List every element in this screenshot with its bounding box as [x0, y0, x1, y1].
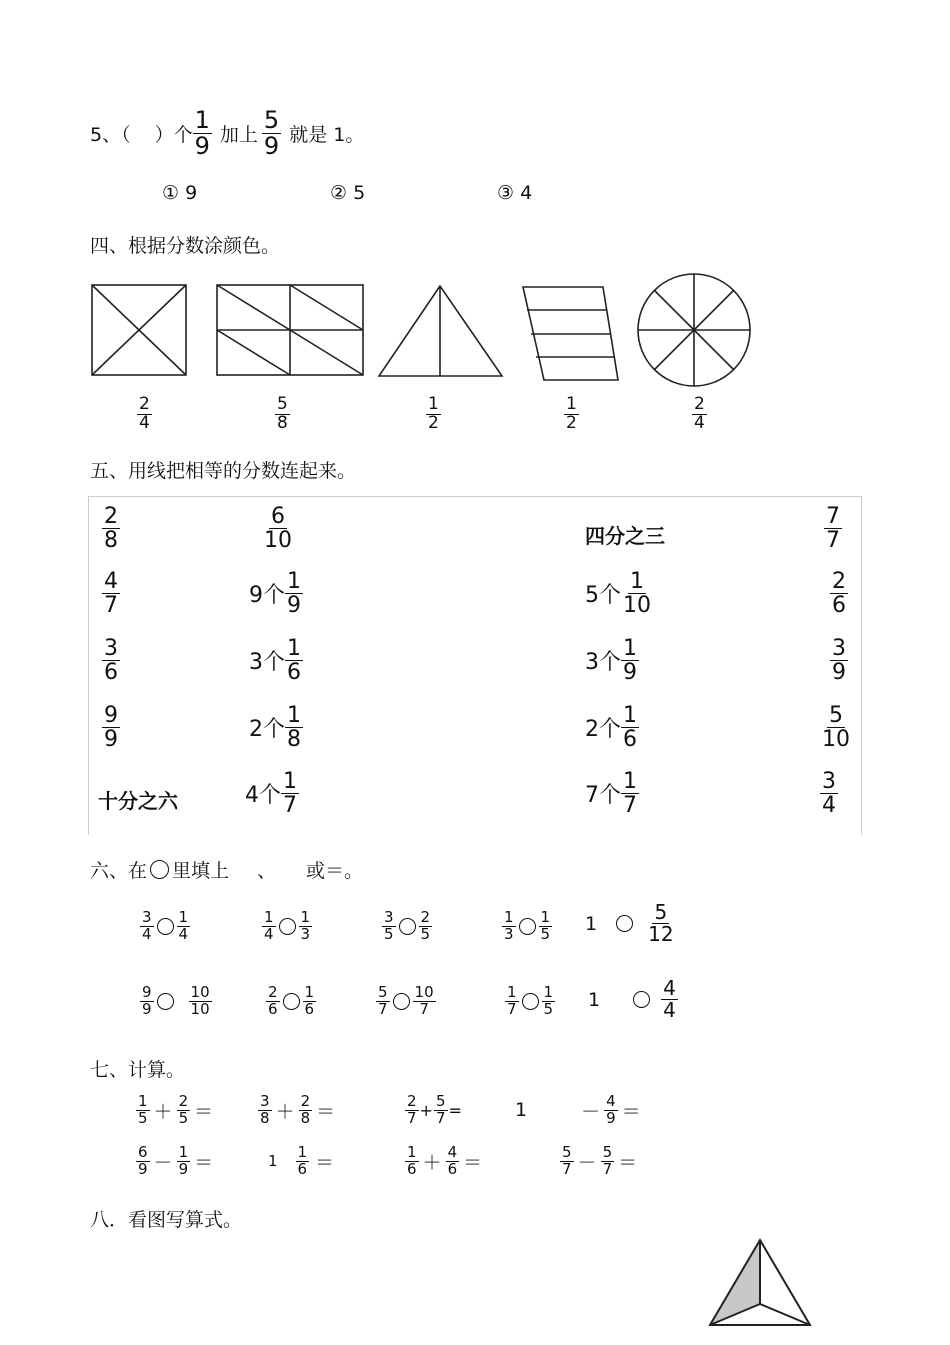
match-col4-item[interactable]: $\frac{3}{9}$ — [832, 636, 846, 686]
section-6-title-d: 或＝。 — [306, 860, 364, 882]
match-col4-item[interactable]: $\frac{3}{4}$ — [822, 769, 836, 819]
calc-item[interactable]: $\frac{3}{8}$ ＋ $\frac{2}{8}$ ＝ — [260, 1092, 336, 1127]
match-col2-item[interactable]: 4个 $\frac{1}{7}$ — [245, 769, 297, 819]
match-col1-item[interactable]: $\frac{3}{6}$ — [104, 636, 118, 686]
calc-item[interactable]: $\frac{6}{9}$ － $\frac{1}{9}$ ＝ — [138, 1143, 214, 1178]
circle-8-parts-shape[interactable] — [638, 274, 750, 386]
calc-item[interactable]: $\frac{2}{7}$ + $\frac{5}{7}$ = — [407, 1092, 462, 1127]
compare-answer-circle[interactable] — [283, 993, 300, 1010]
shape-fraction-2: $\frac{5}{8}$ — [277, 394, 288, 433]
pyramid-figure — [700, 1230, 820, 1340]
match-col2-item[interactable]: 2个 $\frac{1}{8}$ — [249, 703, 301, 753]
calc-item[interactable]: $\frac{5}{7}$ － $\frac{5}{7}$ ＝ — [562, 1143, 638, 1178]
match-col1-item[interactable]: $\frac{9}{9}$ — [104, 703, 118, 753]
match-col1-item[interactable]: $\frac{2}{8}$ — [104, 504, 118, 554]
match-col4-item[interactable]: $\frac{7}{7}$ — [826, 504, 840, 554]
match-col3-item[interactable]: 7个 $\frac{1}{7}$ — [585, 769, 637, 819]
compare-item: $\frac{3}{4}$ $\frac{1}{4}$ — [142, 908, 189, 943]
compare-item: $\frac{1}{3}$ $\frac{1}{5}$ — [504, 908, 551, 943]
compare-answer-circle[interactable] — [157, 993, 174, 1010]
q5-number: 5、（ — [90, 124, 131, 147]
compare-item: 1 $\frac{4}{4}$ — [588, 976, 676, 1022]
section-8-title: 八．看图写算式。 — [90, 1209, 243, 1231]
section-6-title-a: 六、在 — [90, 860, 148, 882]
q5-mid-text: 加上 — [219, 124, 258, 147]
q5-option-2[interactable]: ② 5 — [330, 182, 366, 204]
shape-fraction-4: $\frac{1}{2}$ — [566, 394, 577, 433]
match-col3-item[interactable]: 5个 $\frac{1}{10}$ — [585, 569, 651, 619]
q5-paren-close: ）个 — [154, 124, 193, 147]
compare-answer-circle[interactable] — [399, 918, 416, 935]
compare-answer-circle[interactable] — [393, 993, 410, 1010]
match-col3-item[interactable]: 四分之三 — [585, 524, 665, 548]
compare-answer-circle[interactable] — [522, 993, 539, 1010]
square-x-shape[interactable] — [92, 285, 186, 375]
match-col2-item[interactable]: 3个 $\frac{1}{6}$ — [249, 636, 301, 686]
compare-answer-circle[interactable] — [633, 991, 650, 1008]
q5-option-1[interactable]: ① 9 — [162, 182, 198, 204]
match-col3-item[interactable]: 3个 $\frac{1}{9}$ — [585, 636, 637, 686]
compare-answer-circle[interactable] — [279, 918, 296, 935]
match-col1-item[interactable]: 十分之六 — [98, 789, 178, 813]
calc-item[interactable]: 1 － $\frac{4}{9}$ ＝ — [515, 1092, 641, 1127]
shape-fraction-3: $\frac{1}{2}$ — [428, 394, 439, 433]
q5-fraction-2: $\frac{5}{9}$ — [263, 106, 280, 161]
matching-box — [88, 496, 862, 835]
shape-fraction-1: $\frac{2}{4}$ — [139, 394, 150, 433]
section-6-title-c: 、 — [257, 860, 277, 882]
compare-item: $\frac{5}{7}$ $\frac{10}{7}$ — [378, 983, 434, 1018]
calc-item[interactable]: $\frac{1}{5}$ ＋ $\frac{2}{5}$ ＝ — [138, 1092, 214, 1127]
compare-item: $\frac{3}{5}$ $\frac{2}{5}$ — [384, 908, 431, 943]
match-col4-item[interactable]: $\frac{2}{6}$ — [832, 569, 846, 619]
section-4-title: 四、根据分数涂颜色。 — [90, 235, 281, 257]
match-col3-item[interactable]: 2个 $\frac{1}{6}$ — [585, 703, 637, 753]
compare-answer-circle[interactable] — [519, 918, 536, 935]
q5-fraction-1: $\frac{1}{9}$ — [194, 106, 210, 161]
section-6-title-b: 里填上 — [172, 860, 230, 882]
triangle-shape[interactable] — [379, 286, 502, 376]
parallelogram-shape[interactable] — [523, 287, 618, 380]
section-6-title — [90, 856, 363, 883]
match-col1-item[interactable]: $\frac{4}{7}$ — [104, 569, 118, 619]
section-7-title: 七、计算。 — [90, 1059, 186, 1081]
calc-item[interactable]: 1 $\frac{1}{6}$ ＝ — [268, 1143, 335, 1178]
shapes-figure — [0, 0, 950, 400]
compare-item: 1 $\frac{5}{12}$ — [585, 900, 674, 946]
compare-circle-icon — [150, 860, 169, 879]
calc-item[interactable]: $\frac{1}{6}$ ＋ $\frac{4}{6}$ ＝ — [407, 1143, 483, 1178]
compare-item: $\frac{1}{4}$ $\frac{1}{3}$ — [264, 908, 311, 943]
q5-option-3[interactable]: ③ 4 — [497, 182, 533, 204]
shape-fraction-5: $\frac{2}{4}$ — [694, 394, 705, 433]
q5-end-text: 就是 1。 — [289, 124, 365, 147]
match-col4-item[interactable]: $\frac{5}{10}$ — [822, 703, 850, 753]
match-col2-item[interactable]: $\frac{6}{10}$ — [264, 504, 292, 554]
compare-item: $\frac{2}{6}$ $\frac{1}{6}$ — [268, 983, 315, 1018]
rectangle-8-parts-shape[interactable] — [217, 285, 363, 375]
section-5-title: 五、用线把相等的分数连起来。 — [90, 460, 357, 482]
compare-item: $\frac{9}{9}$ $\frac{10}{10}$ — [142, 983, 210, 1018]
compare-item: $\frac{1}{7}$ $\frac{1}{5}$ — [507, 983, 554, 1018]
compare-answer-circle[interactable] — [616, 915, 633, 932]
match-col2-item[interactable]: 9个 $\frac{1}{9}$ — [249, 569, 301, 619]
compare-answer-circle[interactable] — [157, 918, 174, 935]
